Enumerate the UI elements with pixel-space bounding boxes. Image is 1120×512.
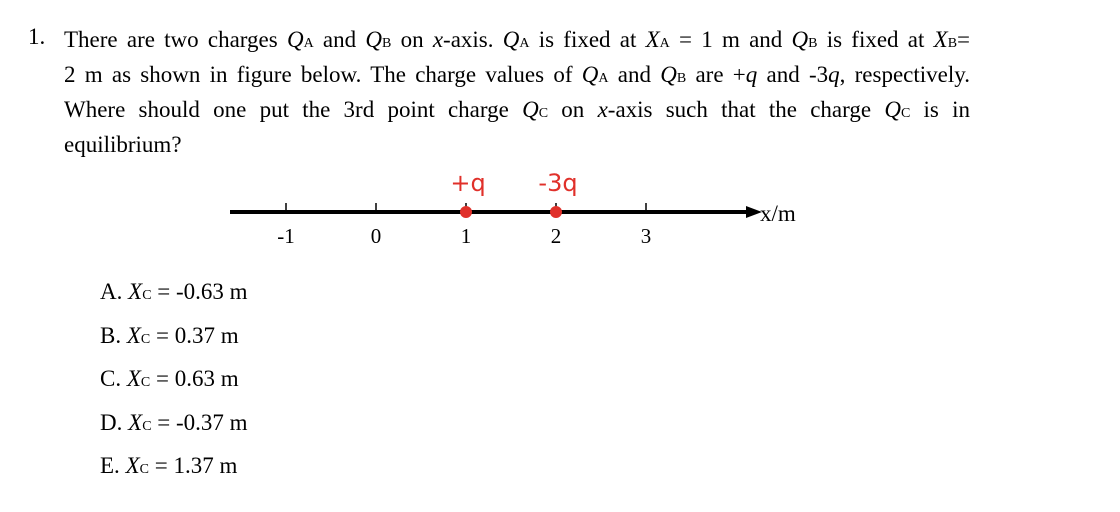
- axis-tick-label: 3: [640, 224, 652, 248]
- option-letter: B.: [100, 322, 127, 348]
- axis-tick-label: 0: [370, 224, 382, 248]
- question-line: 2 m as shown in figure below. The charge values of QA and QB are +q and -3q, respectively.: [64, 62, 970, 87]
- option-value: = -0.63 m: [151, 279, 248, 304]
- subscript: B: [382, 36, 392, 51]
- question-line: Where should one put the 3rd point charge QC on x-axis such that the charge QC is in: [64, 97, 971, 122]
- italic-symbol: Q: [522, 97, 539, 122]
- italic-symbol: Q: [884, 97, 901, 122]
- italic-symbol: Q: [660, 62, 677, 87]
- subscript: C: [900, 106, 911, 121]
- option-value: = 0.63 m: [150, 366, 239, 391]
- option-letter: C.: [100, 366, 127, 391]
- option-letter: E.: [100, 453, 126, 478]
- italic-symbol: Q: [502, 27, 520, 52]
- option-value: = 1.37 m: [148, 453, 238, 478]
- option-letter: A.: [100, 279, 129, 304]
- option-letter: D.: [100, 409, 129, 435]
- axis-label: x/m: [760, 201, 796, 226]
- charge-dot: [460, 206, 472, 218]
- italic-symbol: X: [645, 27, 660, 52]
- charge-label: -3q: [538, 169, 578, 197]
- subscript: A: [303, 36, 314, 51]
- subscript: A: [598, 71, 609, 86]
- option-variable: X: [125, 453, 140, 478]
- answer-option[interactable]: [100, 321, 248, 365]
- italic-symbol: X: [933, 27, 948, 52]
- answer-option[interactable]: [100, 408, 248, 452]
- question-line: There are two charges QA and QB on x-axis. QA is fixed at XA = 1 m and QB is fixed at XB=: [64, 27, 971, 52]
- option-variable: X: [128, 279, 143, 304]
- subscript: A: [659, 36, 670, 51]
- option-subscript: C: [139, 462, 149, 477]
- answer-option[interactable]: [100, 451, 248, 495]
- option-subscript: C: [140, 331, 151, 347]
- subscript: B: [676, 71, 687, 86]
- italic-symbol: Q: [791, 27, 809, 52]
- italic-symbol: q: [828, 62, 840, 87]
- axis-tick-label: -1: [277, 224, 295, 248]
- answer-option[interactable]: [100, 364, 248, 408]
- question-number: 1.: [28, 24, 46, 49]
- option-value: = 0.37 m: [150, 322, 239, 348]
- option-subscript: C: [142, 418, 152, 434]
- italic-symbol: Q: [365, 27, 382, 52]
- italic-symbol: x: [432, 27, 444, 52]
- axis-tick-label: 2: [550, 224, 562, 248]
- charge-label: +q: [450, 169, 486, 197]
- option-variable: X: [128, 409, 143, 435]
- answer-option[interactable]: [100, 277, 248, 321]
- option-value: = -0.37 m: [151, 409, 248, 435]
- option-subscript: C: [140, 375, 151, 390]
- subscript: A: [519, 36, 530, 51]
- option-variable: X: [126, 322, 141, 348]
- charge-dot: [550, 206, 562, 218]
- subscript: B: [947, 36, 958, 51]
- italic-symbol: q: [745, 62, 758, 87]
- question-line: equilibrium?: [64, 132, 182, 157]
- italic-symbol: Q: [581, 62, 599, 87]
- italic-symbol: Q: [286, 27, 304, 52]
- axis-tick-label: 1: [460, 224, 472, 248]
- answer-options: [100, 277, 248, 495]
- subscript: B: [808, 36, 818, 51]
- italic-symbol: x: [597, 97, 608, 122]
- option-subscript: C: [142, 288, 152, 303]
- subscript: C: [538, 106, 549, 121]
- option-variable: X: [126, 366, 141, 391]
